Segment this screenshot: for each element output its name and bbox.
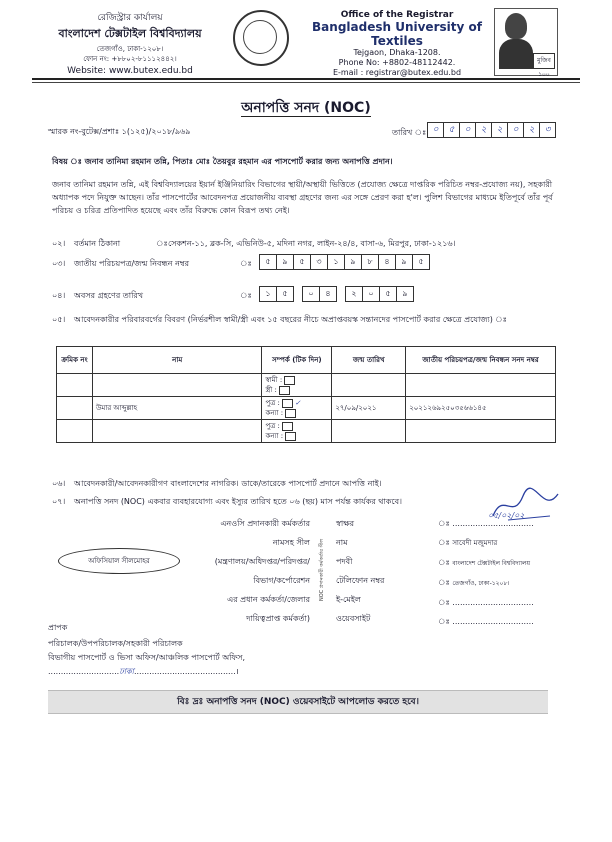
child-nid: ২০২১২৬৯২৫০৩৫৬৬১৪৫ (406, 397, 556, 420)
address-value: সেকশন-১১, ব্লক-সি, এভিনিউ-৫, মদিনা নগর, লাইন-২৪/৪, বাসা-৬, মিরপুর, ঢাকা-১২১৬। (168, 239, 456, 248)
nid-digit: ৩ (310, 254, 328, 270)
child-dob: ২৭/০৯/২০২১ (332, 397, 406, 420)
separator: ঃ (438, 578, 450, 587)
table-header-row (57, 347, 556, 374)
date-digit: ২ (475, 122, 492, 138)
separator: ঃ (438, 558, 450, 567)
field-phone-label: টেলিফোন নম্বর (336, 576, 385, 585)
website-text: Website: www.butex.edu.bd (67, 66, 193, 76)
nid-digit: ৫ (412, 254, 430, 270)
item-number: ০৫। (52, 315, 66, 324)
date-digit: ০ (427, 122, 444, 138)
col-name: নাম (92, 347, 261, 374)
office-name-en: Office of the Registrar (340, 10, 454, 20)
date-digit: ৫ (443, 122, 460, 138)
separator: ঃ (438, 617, 450, 626)
email-en: E-mail : registrar@butex.edu.bd (332, 68, 462, 77)
item-number: ০৪। (52, 291, 66, 300)
separator: ঃ (156, 239, 168, 248)
rel-daughter-label: কন্যা : (265, 432, 284, 440)
retire-digit: ২ (345, 286, 363, 302)
col-relation: সম্পর্ক (টিক দিন) (262, 347, 332, 374)
table-row (57, 374, 556, 397)
nid-boxes (260, 254, 430, 270)
stamp-place: তেজগাঁও, ঢাকা-১২০৮। (452, 580, 510, 587)
date-digit: ০ (459, 122, 476, 138)
mujib-badge: মুজিব ১০০ (533, 53, 555, 69)
retirement-boxes (260, 286, 414, 302)
item-number: ০৭। (52, 497, 66, 506)
portrait-logo (494, 8, 558, 76)
footer-note: বিঃ দ্রঃ অনাপত্তি সনদ (NOC) ওয়েবসাইটে আপলোড করতে হবে। (48, 690, 548, 714)
separator: ঃ (438, 598, 450, 607)
office-name-bn: রেজিস্ট্রার কার্যালয় (97, 13, 163, 23)
rel-wife-label: স্ত্রী : (265, 386, 277, 394)
letterhead-bangla (40, 10, 220, 76)
document-title: অনাপত্তি সনদ (NOC) (241, 100, 371, 116)
nid-digit: ১ (327, 254, 345, 270)
retire-digit: ৯ (396, 286, 414, 302)
field-website-label: ওয়েবসাইট (336, 614, 371, 623)
separator: ঃ (240, 291, 252, 300)
rel-daughter-label: কন্যা : (265, 409, 284, 417)
family-table (56, 346, 556, 443)
date-label: তারিখ ঃ (392, 128, 427, 137)
nid-digit: ৫ (259, 254, 277, 270)
recipient-label: প্রাপক (48, 623, 68, 632)
phone-bn: ফোন নং: +৮৮০২-৮১১১২৪৪২। (83, 55, 177, 63)
rel-son-label: পুত্র : (265, 399, 280, 407)
letterhead-english (302, 10, 492, 78)
citizen-statement: আবেদনকারী/আবেদনকারীগণ বাংলাদেশের নাগরিক। ডাকে/তারেকে পাসপোর্ট প্রদানে আপত্তি নাই। (74, 479, 382, 488)
retire-digit: ১ (259, 286, 277, 302)
signature-field-values: ঃ ................................ ঃ সাবেদী মজুমদার ঃ বাংলাদেশ টেক্সটাইল বিশ্ববিদ্যালয় ঃ তেজগাঁও, ঢাকা-১২০৮। ঃ ................................ ঃ ................................ (438, 519, 534, 626)
address-label: বর্তমান ঠিকানা (74, 239, 121, 248)
separator: ঃ (438, 538, 450, 547)
nid-digit: ৯ (395, 254, 413, 270)
item-number: ০২। (52, 239, 66, 248)
field-name-label: নাম (336, 538, 348, 547)
retire-digit: ০ (302, 286, 320, 302)
issuer-line: দায়িত্বপ্রাপ্ত কর্মকর্তা) (246, 614, 310, 623)
rel-son-label: পুত্র : (265, 422, 280, 430)
table-row (57, 420, 556, 443)
rel-wife-checkbox (279, 386, 290, 395)
university-name-bn: বাংলাদেশ টেক্সটাইল বিশ্ববিদ্যালয় (58, 27, 202, 40)
retire-digit: ৫ (379, 286, 397, 302)
col-serial: ক্রমিক নং (57, 347, 93, 374)
item-number: ০৬। (52, 479, 66, 488)
issuer-label-block (170, 514, 310, 628)
nid-digit: ৮ (361, 254, 379, 270)
recipient-dotted: ............................ঢাকা........................................। (48, 667, 239, 676)
signature-field-labels (336, 514, 426, 628)
retire-digit: ০ (362, 286, 380, 302)
rel-daughter-checkbox (285, 432, 296, 441)
rel-son-checkbox (282, 422, 293, 431)
col-nid: জাতীয় পরিচয়পত্র/জন্ম নিবন্ধন সনদ নম্বর (406, 347, 556, 374)
rel-daughter-checkbox (285, 409, 296, 418)
issuer-line: (মন্ত্রণালয়/অধিদপ্তর/পরিদপ্তর/ (214, 557, 310, 566)
address-en: Tejgaon, Dhaka-1208. (353, 48, 441, 57)
family-intro: আবেদনকারীর পরিবারবর্গের বিবরণ (নির্ভরশীল স্বামী/স্ত্রী এবং ১৫ বছরের নীচে অপ্রাপ্তবয়স্ক সন্তানদের পাসপোর্ট করার ক্ষেত্রে প্রযোজ্য) ঃ (74, 315, 507, 324)
date-digit: ২ (491, 122, 508, 138)
recipient-line2: বিভাগীয় পাসপোর্ট ও ভিসা অফিস/আঞ্চলিক পাসপোর্ট অফিস, (48, 653, 246, 662)
date-boxes (428, 122, 556, 138)
handwritten-date: ০৫/০২/০২ (488, 511, 525, 520)
separator: ঃ (438, 519, 450, 528)
col-dob: জন্ম তারিখ (332, 347, 406, 374)
field-email-label: ই-মেইল (336, 595, 361, 604)
official-seal-oval: অফিসিয়াল সীলমোহর (58, 548, 180, 574)
validity-statement: অনাপত্তি সনদ (NOC) একবার ব্যবহারযোগ্য এবং ইস্যুর তারিখ হতে ০৬ (ছয়) মাস পর্যন্ত কার্যকর থাকবে। (74, 497, 402, 506)
nid-digit: ৫ (293, 254, 311, 270)
retire-digit: ৪ (319, 286, 337, 302)
vertical-stamp: NOC প্রদানকারী কর্মকর্তার সীল (319, 538, 325, 602)
stamp-name: সাবেদী মজুমদার (452, 539, 498, 547)
university-seal-icon (233, 10, 289, 66)
item-number: ০৩। (52, 259, 66, 268)
child-name: উমার আব্দুল্লাহ (92, 397, 261, 420)
date-digit: ০ (507, 122, 524, 138)
nid-label: জাতীয় পরিচয়পত্র/জন্ম নিবন্ধন নম্বর (74, 259, 189, 268)
rel-husband-checkbox (284, 376, 295, 385)
retirement-label: অবসর গ্রহণের তারিখ (74, 291, 144, 300)
header-divider (32, 78, 580, 80)
university-name-en: Bangladesh University of Textiles (312, 20, 482, 48)
issuer-line: নামসহ সীল (272, 538, 310, 547)
header-divider-thin (32, 82, 580, 83)
body-paragraph: জনাব তানিমা রহমান তন্নি, এই বিশ্ববিদ্যালয়ের ইয়ার্ন ইঞ্জিনিয়ারিং বিভাগের স্থায়ী/অস্থায়ী ভিত্তিতে (প্রযোজ্য ক্ষেত্রে দাপ্তরিক পরিচিত নম্বর-প্রযোজ্য নয়), সহকারী অধ্যাপক পদে নিযুক্ত আছেন। তাঁর পাসপোর্টের আবেদনপত্র প্রয়োজনীয় ব্যবস্থা গ্রহণের জন্য এর সঙ্গে প্রেরণ করা হ'ল। পুলিশ বিভাগের মাধ্যমে ইতিপূর্বে তাঁর পূর্ব পরিচয় ও চরিত্র প্রতিপাদিত হয়েছে এবং তাঁর বিরুদ্ধে কোন বিরূপ তথ্য নেই। (52, 180, 553, 215)
phone-en: Phone No: +8802-48112442. (338, 58, 456, 67)
nid-digit: ৪ (378, 254, 396, 270)
nid-digit: ৯ (276, 254, 294, 270)
recipient-line1: পরিচালক/উপপরিচালক/সহকারী পরিচালক (48, 639, 183, 648)
subject-line: বিষয় ঃ জনাব তানিমা রহমান তন্নি, পিতাঃ মোঃ তৈয়বুর রহমান এর পাসপোর্ট করার জন্য অনাপত্তি প্রদান। (52, 157, 393, 166)
date-digit: ২ (523, 122, 540, 138)
issuer-line: এনওসি প্রদানকারী কর্মকর্তার (220, 519, 310, 528)
nid-digit: ৯ (344, 254, 362, 270)
issuer-line: বিভাগ/কর্পোরেশন (253, 576, 310, 585)
rel-husband-label: স্বামী : (265, 376, 283, 384)
date-digit: ৩ (539, 122, 556, 138)
address-bn: তেজগাঁও, ঢাকা-১২০৮। (96, 45, 164, 53)
rel-son-checkbox (282, 399, 293, 408)
field-designation-label: পদবী (336, 557, 353, 566)
table-row (57, 397, 556, 420)
stamp-title: বাংলাদেশ টেক্সটাইল বিশ্ববিদ্যালয় (452, 560, 530, 567)
memo-number: স্মারক নং-বুটেক্স/প্রশাঃ ১(১২৫)/২০১৮/৯৬৯ (48, 127, 191, 136)
retire-digit: ৫ (276, 286, 294, 302)
field-signature-label: স্বাক্ষর (336, 519, 355, 528)
recipient-handwritten: ঢাকা (119, 667, 134, 676)
tick-mark-icon: ✓ (294, 399, 301, 407)
issuer-line: এর প্রধান কর্মকর্তা/জেলার (227, 595, 310, 604)
separator: ঃ (240, 259, 252, 268)
